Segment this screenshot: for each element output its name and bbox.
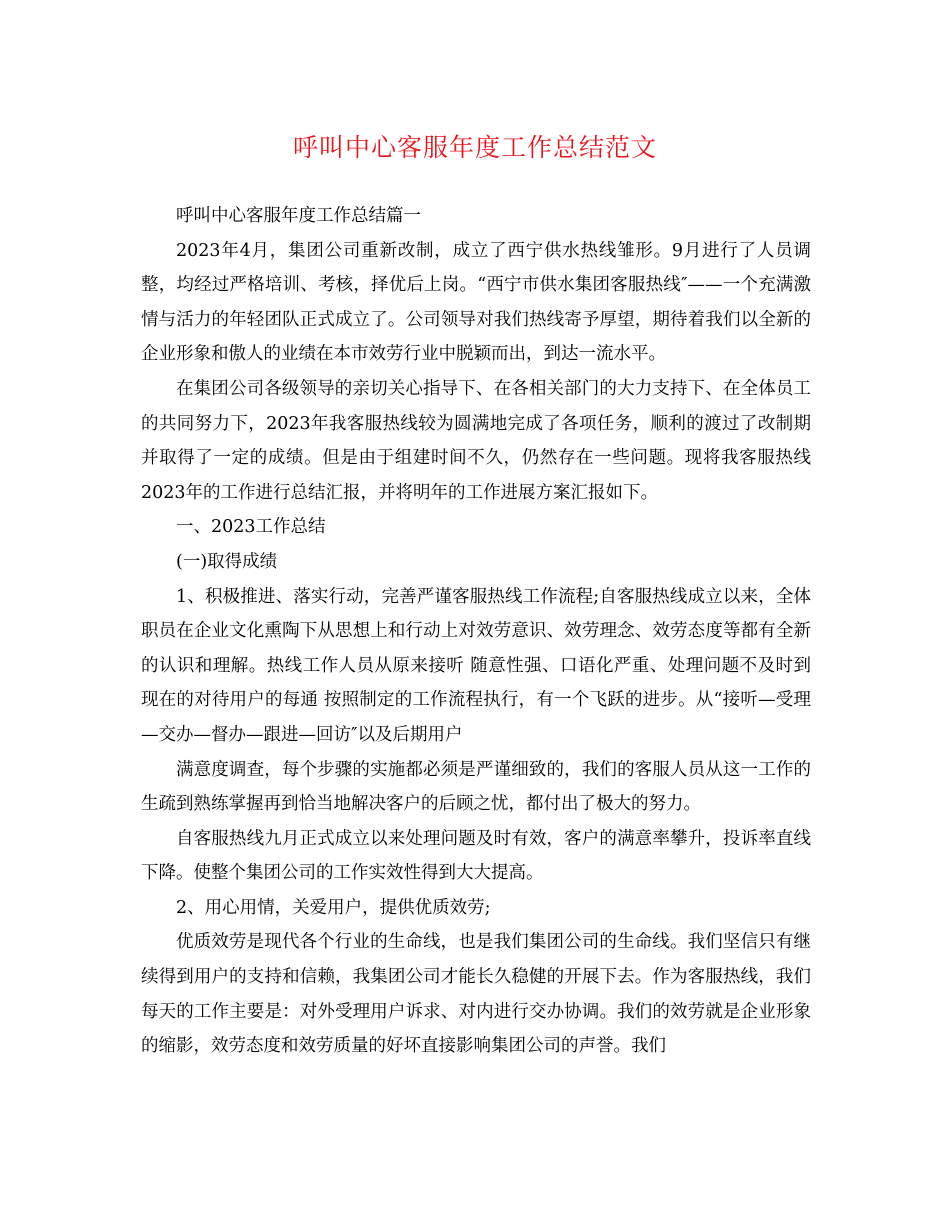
paragraph-satisfaction: 满意度调查，每个步骤的实施都必须是严谨细致的，我们的客服人员从这一工作的生疏到熟练掌握再到恰当地解决客户的后顾之忧，都付出了极大的努力。 — [141, 759, 811, 815]
paragraph-efficiency: 自客服热线九月正式成立以来处理问题及时有效，客户的满意率攀升，投诉率直线下降。使整个集团公司的工作实效性得到大大提高。 — [141, 828, 811, 884]
document-title: 呼叫中心客服年度工作总结范文 — [292, 133, 657, 162]
paragraph-section-heading: 呼叫中心客服年度工作总结篇一 — [176, 206, 421, 226]
paragraph-quality-service: 优质效劳是现代各个行业的生命线，也是我们集团公司的生命线。我们坚信只有继续得到用户的支持和信赖，我集团公司才能长久稳健的开展下去。作为客服热线，我们每天的工作主要是：对外受理用户诉求、对内进行交办协调。我们的效劳就是企业形象的缩影，效劳态度和效劳质量的好坏直接影响集团公司的声誉。我们 — [141, 932, 811, 1057]
paragraph-overview: 在集团公司各级领导的亲切关心指导下、在各相关部门的大力支持下、在全体员工的共同努力下，2023年我客服热线较为圆满地完成了各项任务，顺利的渡过了改制期并取得了一定的成绩。但是由于组建时间不久，仍然存在一些问题。现将我客服热线2023年的工作进行总结汇报，并将明年的工作进展方案汇报如下。 — [141, 378, 811, 503]
paragraph-heading-achievements: (一)取得成绩 — [176, 551, 278, 572]
document-body — [141, 199, 811, 1064]
paragraph-heading-summary: 一、2023工作总结 — [176, 517, 326, 538]
paragraph-item-2: 2、用心用情，关爱用户，提供优质效劳; — [176, 897, 491, 918]
paragraph-intro: 2023年4月，集团公司重新改制，成立了西宁供水热线雏形。9月进行了人员调整，均经过严格培训、考核，择优后上岗。“西宁市供水集团客服热线″——一个充满激情与活力的年轻团队正式成立了。公司领导对我们热线寄予厚望，期待着我们以全新的企业形象和傲人的业绩在本市效劳行业中脱颖而出，到达一流水平。 — [141, 240, 811, 365]
paragraph-item-1: 1、积极推进、落实行动，完善严谨客服热线工作流程;自客服热线成立以来，全体职员在企业文化熏陶下从思想上和行动上对效劳意识、效劳理念、效劳态度等都有全新的认识和理解。热线工作人员从原来接听 随意性强、口语化严重、处理问题不及时到现在的对待用户的每通 按照制定的工作流程执行，有一个飞跃的进步。从“接听—受理—交办—督办—跟进—回访″以及后期用户 — [141, 586, 811, 745]
